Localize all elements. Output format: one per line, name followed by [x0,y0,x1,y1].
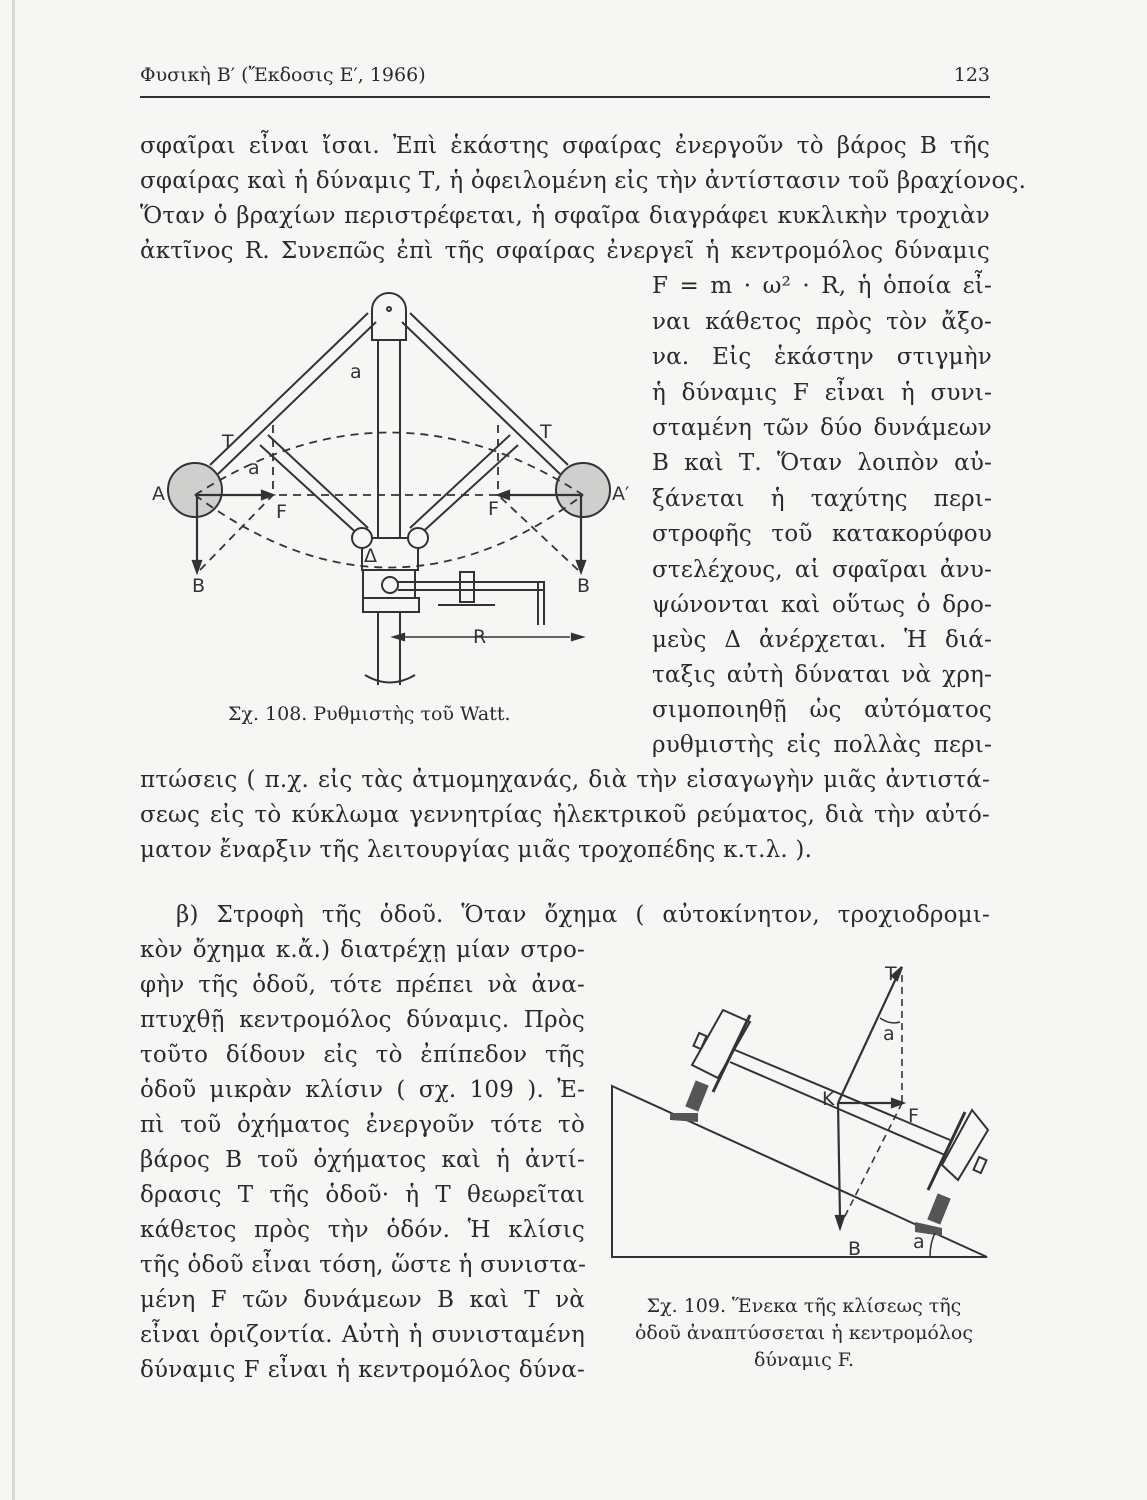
caption-line: ὁδοῦ ἀναπτύσσεται ἡ κεντρομόλος [634,1322,973,1344]
text-line: εἶναι ὁριζοντία. Αὐτὴ ἡ συνισταμένη [140,1322,585,1348]
section-b-heading-line: β) Στροφὴ τῆς ὁδοῦ. Ὅταν ὄχημα ( αὐτοκίνητον, τροχιοδρομι- [176,902,990,928]
text-line: ὁδοῦ μικρὰν κλίσιν ( σχ. 109 ). Ἐ- [140,1077,585,1103]
label-F-right: F [488,498,499,520]
scan-edge [12,0,15,1500]
label-T: T [885,963,897,985]
text-line: F = m · ω² · R, ἡ ὁποία εἶ- [652,273,992,299]
text-line: ταξις αὐτὴ δύναται νὰ χρη- [652,662,992,688]
figure-109-banked-road [600,950,1000,1270]
text-line: σφαῖραι εἶναι ἴσαι. Ἐπὶ ἑκάστης σφαίρας ἐνεργοῦν τὸ βάρος Β τῆς [140,133,990,159]
label-F: F [908,1105,919,1127]
text-line: ψώνονται καὶ οὕτως ὁ δρο- [652,592,992,618]
text-line: Ὅταν ὁ βραχίων περιστρέφεται, ἡ σφαῖρα διαγράφει κυκλικὴν τροχιὰν [140,203,990,229]
running-header [140,60,990,100]
label-alpha-left: a [248,457,260,479]
text-line: ἡ δύναμις F εἶναι ἡ συνι- [652,380,992,406]
text-line: βάρος Β τοῦ ὀχήματος καὶ ἡ ἀντί- [140,1147,585,1173]
text-line: μεὺς Δ ἀνέρχεται. Ἡ διά- [652,627,992,653]
text-line: στελέχους, αἱ σφαῖραι ἀνυ- [652,557,992,583]
text-line: να. Εἰς ἑκάστην στιγμὴν [652,344,992,370]
text-line: ναι κάθετος πρὸς τὸν ἄξο- [652,309,992,335]
text-line: πτυχθῇ κεντρομόλος δύναμις. Πρὸς [140,1007,585,1033]
label-F-left: F [276,501,287,523]
text-line: δύναμις F εἶναι ἡ κεντρομόλος δύνα- [140,1357,585,1383]
text-line: δρασις Τ τῆς ὁδοῦ· ἡ Τ θεωρεῖται [140,1182,585,1208]
text-line: σιμοποιηθῇ ὡς αὐτόματος [652,697,992,723]
text-line: σεως εἰς τὸ κύκλωμα γεννητρίας ἠλεκτρικοῦ ρεύματος, διὰ τὴν αὐτό- [140,802,990,828]
text-line: στροφῆς τοῦ κατακορύφου [652,521,992,547]
text-line: κὸν ὄχημα κ.ἄ.) διατρέχῃ μίαν στρο- [140,937,585,963]
label-B-right: B [577,575,591,597]
figure-109-caption [614,1293,994,1374]
text-line: φὴν τῆς ὁδοῦ, τότε πρέπει νὰ ἀνα- [140,972,585,998]
figure-108-caption: Σχ. 108. Ρυθμιστὴς τοῦ Watt. [228,703,511,725]
label-K: K [822,1088,835,1110]
text-line: σφαίρας καὶ ἡ δύναμις Τ, ἡ ὀφειλομένη εἰς τὴν ἀντίστασιν τοῦ βραχίονος. [140,168,1027,194]
label-alpha-top: a [883,1023,895,1045]
text-line: ἀκτῖνος R. Συνεπῶς ἐπὶ τῆς σφαίρας ἐνεργεῖ ἡ κεντρομόλος δύναμις [140,238,990,264]
label-T-right: T [540,421,552,443]
text-line: τῆς ὁδοῦ εἶναι τόση, ὥστε ἡ συνιστα- [140,1252,587,1278]
page-number: 123 [953,64,990,86]
text-line: Β καὶ Τ. Ὅταν λοιπὸν αὐ- [652,450,992,476]
text-line: ρυθμιστὴς εἰς πολλὰς περι- [652,732,992,758]
label-T-left: T [222,431,234,453]
label-B-left: B [192,575,206,597]
header-rule [140,96,990,98]
text-line: σταμένη τῶν δύο δυνάμεων [652,415,992,441]
text-line: ξάνεται ἡ ταχύτης περι- [652,486,992,512]
figure-108-watt-governor [150,280,630,700]
text-line: κάθετος πρὸς τὴν ὁδόν. Ἡ κλίσις [140,1217,585,1243]
label-Delta: Δ [364,545,377,567]
label-alpha-top: a [350,361,362,383]
label-B: B [848,1238,862,1260]
text-line: ματον ἔναρξιν τῆς λειτουργίας μιᾶς τροχοπέδης κ.τ.λ. ). [140,837,813,863]
caption-line: δύναμις F. [753,1349,855,1371]
text-line: πτώσεις ( π.χ. εἰς τὰς ἀτμομηχανάς, διὰ τὴν εἰσαγωγὴν μιᾶς ἀντιστά- [140,767,990,793]
text-line: πὶ τοῦ ὀχήματος ἐνεργοῦν τότε τὸ [140,1112,585,1138]
label-R: R [473,626,487,648]
label-A: A [152,483,165,505]
text-line: μένη F τῶν δυνάμεων Β καὶ Τ νὰ [140,1287,585,1313]
text-line: τοῦτο δίδουν εἰς τὸ ἐπίπεδον τῆς [140,1042,585,1068]
book-title: Φυσικὴ Β′ (Ἔκδοσις Ε′, 1966) [140,64,426,86]
caption-line: Σχ. 109. Ἕνεκα τῆς κλίσεως τῆς [646,1295,962,1317]
label-A-prime: A′ [612,483,630,505]
label-alpha-bottom: a [913,1231,925,1253]
